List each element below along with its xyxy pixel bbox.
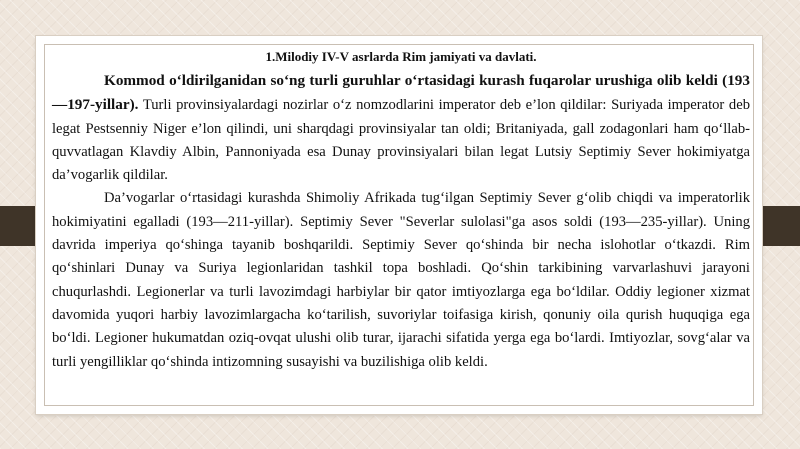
- paragraph-1-lead: Kommod o‘ldirilganidan so‘ng turli guruhlar o‘rtasidagi kurash fuqarolar urushiga olib keldi (193—197-yillar).: [52, 72, 750, 114]
- paragraph-2: Da’vogarlar o‘rtasidagi kurashda Shimoliy Afrikada tug‘ilgan Septimiy Sever g‘olib chiqdi va imperatorlik hokimiyatini egalladi (193—211-yillar). Septimiy Sever "Severlar sulolasi"ga asos soldi (193—235-yillar). Uning davrida imperiya qo‘shinga tayanib boshqarildi. Septimiy Sever qo‘shinda bir necha islohotlar o‘tkazdi. Rim qo‘shinlari Dunay va Suriya legionlaridan tashkil topa boshladi. Qo‘shin tarkibining varvarlashuvi jarayoni chuqurlashdi. Legionerlar va turli lavozimdagi harbiylar bir qator imtiyozlarga ega bo‘ldilar. Oddiy legioner xizmat davomida yuqori harbiy lavozimlargacha ko‘tarilish, suvoriylar toifasiga kirish, qonuniy oila qurish huquqiga ega bo‘ldi. Legioner hukumatdan oziq-ovqat ulushi olib turar, ijarachi sifatida yerga ega bo‘lardi. Imtiyozlar, sovg‘alar va turli yengilliklar qo‘shinda intizomning susayishi va buzilishiga olib keldi.: [52, 190, 750, 370]
- paragraph-1-body: Turli provinsiyalardagi nozirlar o‘z nomzodlarini imperator deb e’lon qildilar: Suriyada imperator deb legat Pestsenniy Niger e’lon qilindi, uni sharqdagi provinsiyalar tan oldi; Britaniyada, gall zodagonlari ham qo‘llab-quvvatlagan Klavdiy Albin, Pannoniyada esa Dunay provinsiyalari bilan legat Lutsiy Septimiy Sever hokimiyatga da’vogarlik qildilar.: [52, 97, 750, 184]
- paragraph-1: [52, 69, 750, 187]
- slide-title: 1.Milodiy IV-V asrlarda Rim jamiyati va davlati.: [265, 49, 537, 64]
- text-content: [52, 47, 750, 374]
